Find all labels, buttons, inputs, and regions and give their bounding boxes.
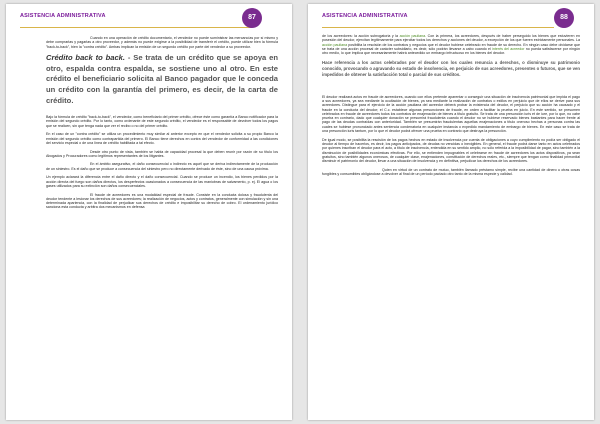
right-page: [308, 4, 594, 420]
text: . Con la primera, los acreedores, después de haber perseguido los bienes que estuvieren en posesión del deudor, ejercitan legítimamente para ejercitar todos los derechos y acciones del deudor, a excepción de los que fueren estrictamente personales. La: [322, 34, 580, 43]
page-body: [322, 34, 580, 181]
quote-text: - Se trata de un crédito que se apoya en otro, espalda contra espalda, se sostiene uno al otro. En este crédito el beneficiario solicita al Banco pagador que le conceda un crédito con la garantía del primero, es decir, de la carta de crédito.: [46, 53, 278, 105]
fraude-quote: Hace referencia a los actos celebrados por el deudor con los cuales renuncia a derechos, o disminuye su patrimonio conocido, provocando o agravando su estado de insolvencia, en perjuicio de sus acreedores, presentes o futuros, que se ven impedidos de obtener la satisfacción total o parcial de sus créditos.: [322, 59, 580, 78]
link-accion-pauliana[interactable]: acción pauliana: [399, 34, 426, 38]
quote-term: Crédito back to back.: [46, 53, 126, 63]
left-page: [6, 4, 292, 420]
link-interes-acreedor[interactable]: interés del acreedor: [492, 46, 525, 51]
intro-paragraph: Cuando en una operación de crédito documentario, el vendedor no puede suministrar las mercancías por sí mismo y debe comprarlas y pagarlas a otro proveedor, y además no puede exigirse a la posibilidad de transferir el crédito, puede utilizar bien la fórmula "back-to-back", bien la "contra crédito". Ambas implican la emisión de un segundo crédito por parte del vendedor a su proveedor.: [46, 36, 278, 49]
text: no pueda satisfacerse por ningún otro medio, lo que implica que necesariamente habrá antecedido un embargo infructuoso en los bienes del deudor.: [322, 46, 580, 56]
link-accion-pauliana[interactable]: acción pauliana: [322, 42, 348, 47]
header-rule: [322, 27, 554, 28]
paragraph: El deudor realizará actos en fraude de acreedores, cuando con ellos pretende aparentar o conseguir una situación de insolvencia patrimonial que impida el pago a sus acreedores, ya sea mediante la ocultación de bienes, ya sea mediante la realización de contratos o estilos en perjuicio que de ellos se derive para sus acreedores. Distingue para el ejercicio de la acción pauliana del acreedor deberá probar la existencia del deudor, el perjuicio que su acción ha causado y el fraude en la conducta del deudor; el C.c. establece algunas presunciones de fraude, en orden a facilitar la prueba en juicio. En este sentido, se presumen celebrados en fraude de acreedores todos los contratos de enajenación de bienes a título gratuito. Se trata de una presunción iuris et de iure, por lo que, no cabe prueba en contrario, dado que cualquier donación se presumirá fraudulenta cuando el deudor no se hubiese reservado bienes bastantes para hacer frente al pago de las deudas contraídas con anterioridad. También se presumirán fraudulentas aquellas enajenaciones a título oneroso hechas a personas contra las cuales se hubiese pronunciado antes sentencia condenatoria en cualquier instancia o expedido mandamiento de embargo de bienes. En este caso se trata de una presunción iuris tantum, por lo que el deudor podrá ofrecer una prueba en contrario que destruya la presunción.: [322, 94, 580, 134]
paragraph: Quien en virtud de un contrato de mutuo, también llamado préstamo simple, recibe una cantidad de dinero u otras cosas fungibles y consumibles obligándose a devolver al final de un período pactado otro tanto de la misma especie y calidad.: [322, 167, 580, 177]
paragraph: Desde otro punto de vista, también se habla de capacidad procesal la que deben reunir por razón de su título los Abogados y Procuradores como legítimos representantes de los litigantes.: [46, 149, 278, 158]
paragraph: De igual modo, se posibilita la rescisión de los pagos hechos en estado de insolvencia por cuenta de obligaciones a cuyo cumplimiento no podía ser obligado el deudor al tiempo de hacerlos, es decir, los pagos anticipados, de deudas no vencidas o inexigibles. En general, el fraude podrá darse tanto en actos celebrados por quienes inscriban el deudor para el acto, a título de insolvencia, entendida en su sentido amplio, no sólo referida a la imposibilidad de pagar, sino también a la disminución de posibilidades económicas efectivas. Por ello, se entienden impugnables el celebrarse en fraude de acreedores los actos dispositivos, ya sean gratuitos, sino también algunos onerosos, de cualquier clase, enajenaciones, constitución de derechos reales, etc., siempre que tengan como finalidad primordial disminuir el patrimonio del deudor, llevar a una situación de insolvencia y en definitiva, perjudicar los derechos de los acreedores.: [322, 137, 580, 164]
header-rule: [20, 27, 252, 28]
text: de los acreedores: la acción subrogatoria y la: [322, 34, 399, 38]
paragraph: Un ejemplo aclarará la diferencia entre el daño directo y el daño consecuencial. Cuando se produce un incendio, los bienes perdidos por la acción directa del fuego son daños directos, los desperfectos ocasionados a consecuencia de las maniobras de salvamento, p. ej. El agua o los gases utilizados para su extinción son daños consecuenciales.: [46, 175, 278, 188]
back-to-back-quote: [46, 53, 278, 106]
page-number-badge: 87: [242, 8, 262, 28]
page-number-badge: 88: [554, 8, 574, 28]
paragraph: En el caso de un "contra crédito" se utiliza un procedimiento muy similar al anterior excepto en que el vendedor solicita a su propio Banco la emisión del segundo crédito como contrapartida del primero. El Banco tiene derechos en contra del vendedor de conformidad a las condiciones del servicio especial o de una línea de crédito habilitada a tal efecto.: [46, 132, 278, 145]
page-header: ASISTENCIA ADMINISTRATIVA: [20, 13, 106, 19]
page-header: ASISTENCIA ADMINISTRATIVA: [322, 13, 408, 19]
page-body: [46, 36, 278, 214]
paragraph: Bajo la fórmula de crédito "back-to-back", el vendedor, como beneficiario del primer crédito, ofrece éste como garantía a Banco notificador para la emisión del segundo crédito. Por lo tanto, como ordenante de este segundo crédito, el vendedor es el responsable de devolver todos los pagos que se realicen, sin que tenga nada que ver el recibo o no del primer crédito.: [46, 115, 278, 128]
text: posibilita la rescisión de los contratos y negocios que el deudor hubiese celebrado en fraude de su derecho. En ningún caso debe olvidarse que se trata de una acción procesal de carácter subsidiario, es decir, sólo podrán llevarse a cabo cuando el: [322, 42, 580, 51]
paragraph: El fraude de acreedores es una modalidad especial de fraude. Consiste en la conducta dolosa y fraudulenta del deudor tendente a lesionar los derechos de sus acreedores; la realización de negocios, actos y contratos, generalmente con simulación y sin una determinada apariencia, con la finalidad de perjudicar sus derechos de crédito e imposibilitar su derecho de cobro. El ordenamiento jurídico sanciona esta conducta y arbitra dos mecanismos en defensa: [46, 192, 278, 210]
paragraph: [322, 34, 580, 55]
paragraph: En el ámbito asegurativo, el daño consecuencial o indirecto es aquél que se deriva indirectamente de la producción de un siniestro. Es el daño que se produce a consecuencia del siniestro pero no directamente derivado de éste, sino de una causa próxima.: [46, 162, 278, 171]
